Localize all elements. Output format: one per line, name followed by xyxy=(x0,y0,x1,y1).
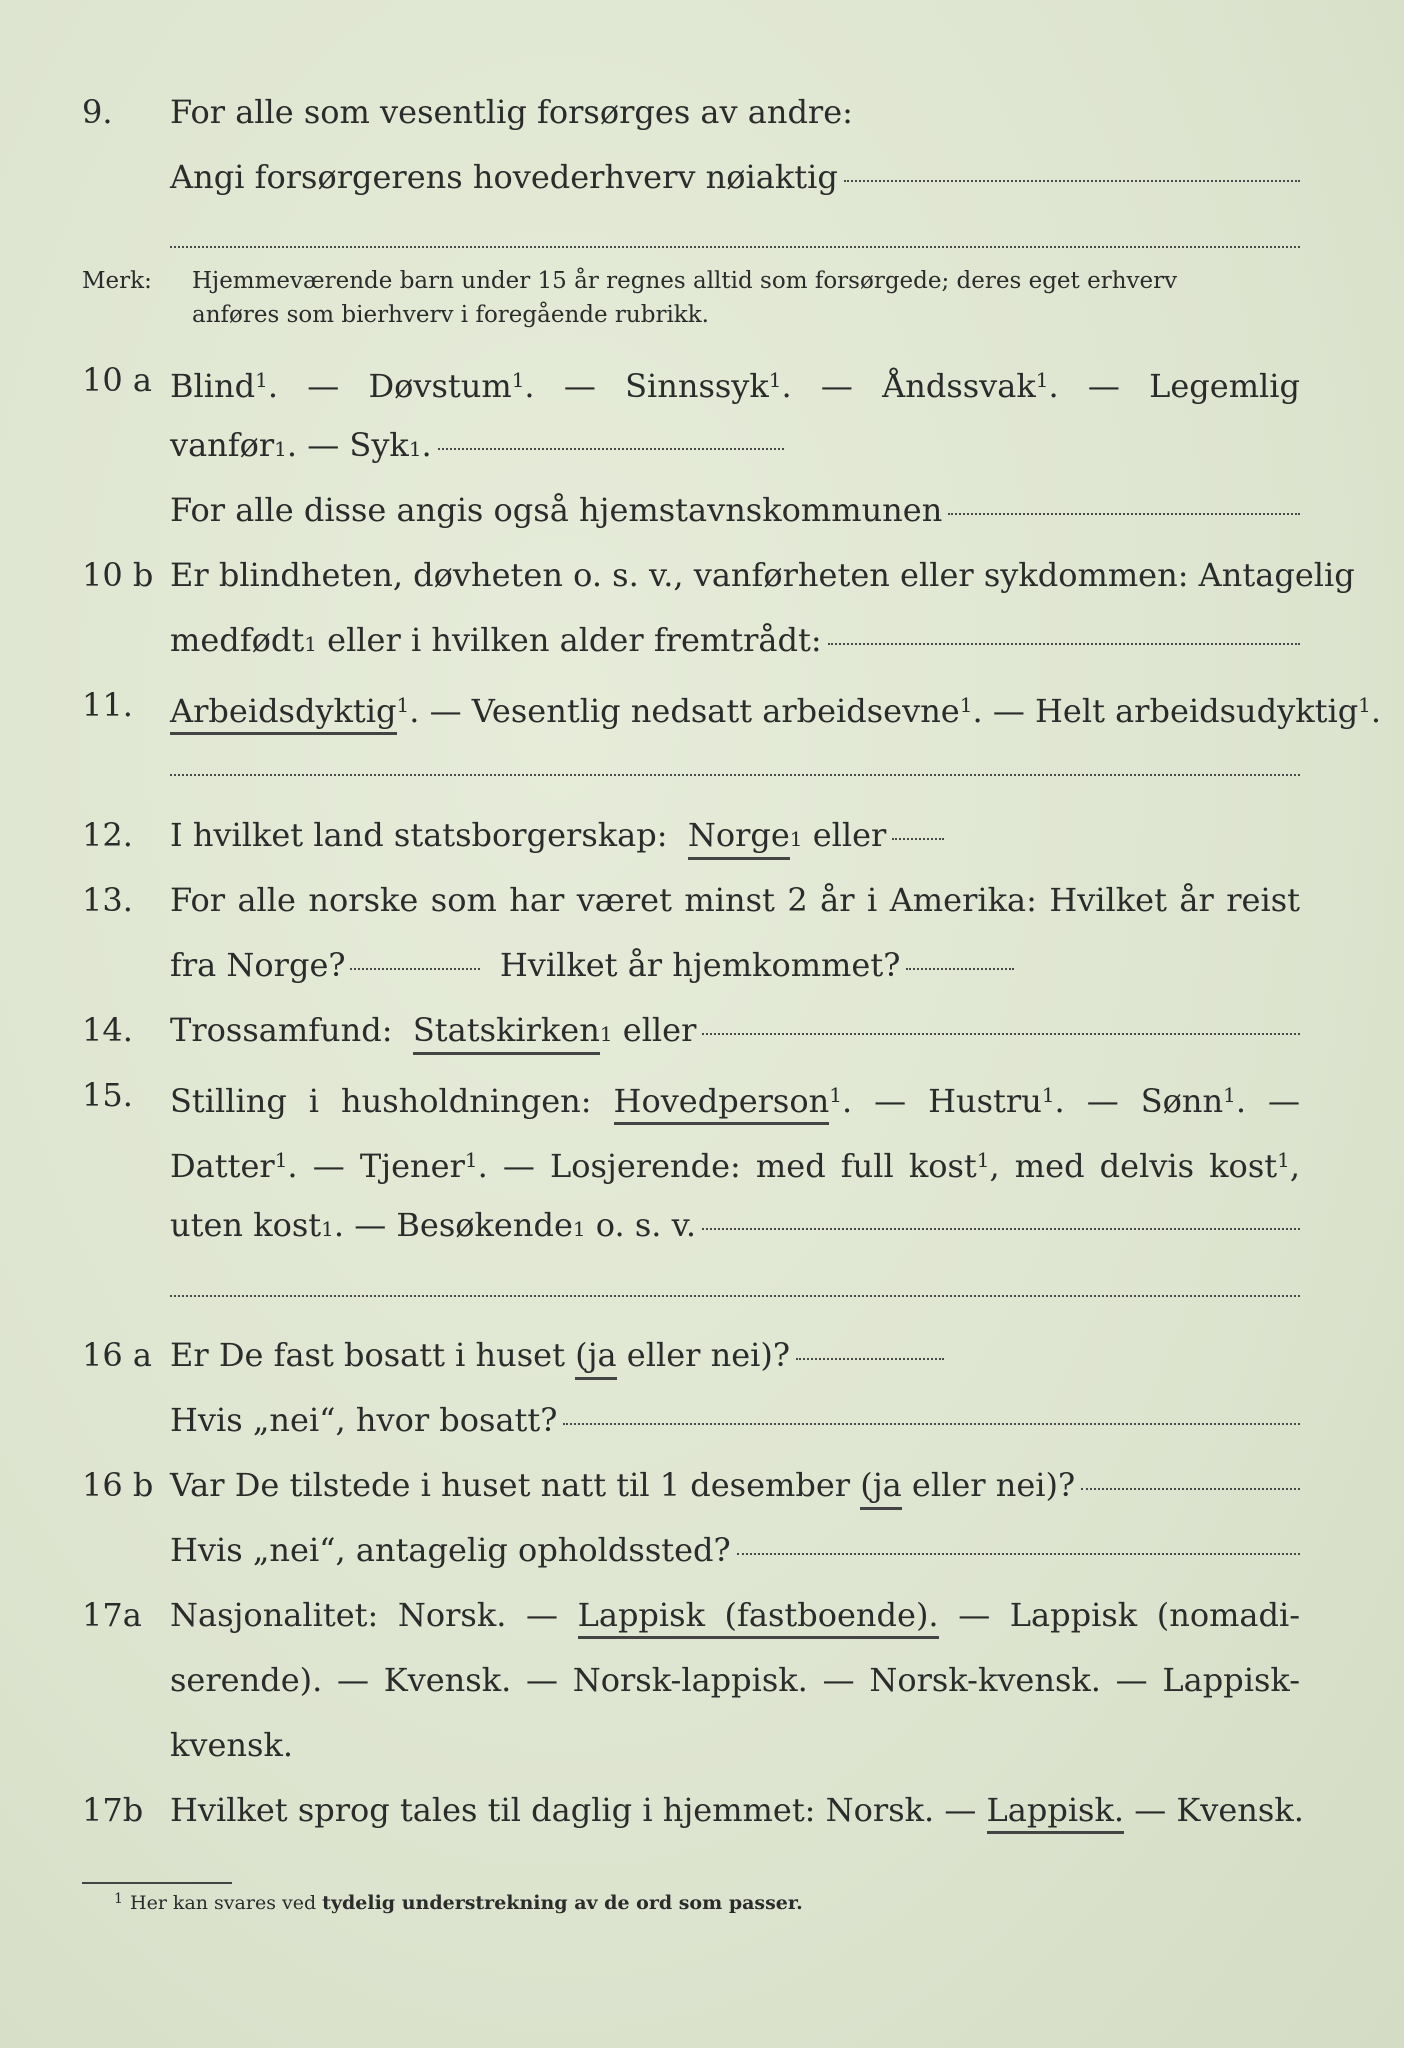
q17a-number: 17a xyxy=(82,1596,142,1634)
option-full-kost[interactable]: Losjerende: med full kost xyxy=(549,1147,977,1185)
option-arbeidsudyktig[interactable]: Helt arbeidsudyktig xyxy=(1034,692,1359,730)
footnote-emphasis: tydelig understrekning av de ord som passer. xyxy=(322,1892,803,1914)
option-norge-selected[interactable]: Norge xyxy=(688,815,790,860)
q10b-text: Er blindheten, døvheten o. s. v., vanførheten eller sykdommen: Antagelig xyxy=(170,556,1355,594)
q10a-number: 10 a xyxy=(82,361,152,399)
footnote-mark: 1 xyxy=(114,1891,123,1907)
option-medfodt[interactable]: medfødt xyxy=(170,621,305,659)
option-nedsatt-arbeidsevne[interactable]: Vesentlig nedsatt arbeidsevne xyxy=(471,692,960,730)
option-hovedperson-selected[interactable]: Hovedperson xyxy=(614,1082,830,1125)
census-form-page: 9. For alle som vesentlig forsørges av andre: Angi forsørgerens hovederhverv nøiaktig Merk: Hjemmeværende barn under 15 år regnes alltid som forsørgede; deres eget erhverv anføres som bierhverv i foregående rubrikk. 10 a Blind$^1$. — Døvstum$^1$. — Sinnssyk$^1$. — Åndssvak$^1$. — Legemlig vanfør 1 . — Syk 1 . For alle disse angis også hjemstavnskommunen 10 b Er blindheten, døvheten o. s. v., vanførheten eller sykdommen: Antagelig medfødt 1 eller i hvilken alder fremtrådt: 11. Arbeidsdyktig$^1$. — Vesentlig nedsatt arbeidsevne$^1$. — Helt arbeidsudyktig$^1$. 12. I hvilket land statsborgerskap: Norge 1 eller 13. For alle norske som har været minst 2 år i Amerika: Hvilket år reist fra Norge? Hvilket år hjemkommet? 14. Trossamfund: Statskirken 1 eller 15. Stilling i husholdningen: Hovedperson$^1$. — Hustru$^1$. — Sønn$^1$. — Datter$^1$. — Tjener$^1$. — Losjerende: med full kost$^1$, med delvis kost$^1$, uten kost 1 . — Besøkende 1 o. s. v. 16 a Er De fast bosatt i huset (ja eller nei)? Hvis „nei“, hvor bosatt? 16 b Var De tilstede i huset natt til 1 desember (ja eller nei)? Hvis „nei“, antagelig opholdssted? 17a Nasjonalitet: Norsk. — Lappisk (fastboende). — Lappisk (nomadi- serende). — Kvensk. — Norsk-lappisk. — Norsk-kvensk. — Lappisk- kvensk. 17b Hvilket sprog tales til daglig i hjemmet: Norsk. — Lappisk. — Kvensk. 1 Her kan svares ved tydelig understrekning av de ord som passer. xyxy=(0,0,1404,2048)
footnote-ref: 1 xyxy=(959,693,973,717)
q10a-line3-text: For alle disse angis også hjemstavnskommunen xyxy=(170,491,943,529)
answer-line[interactable] xyxy=(892,837,944,840)
option-lappisk-selected[interactable]: Lappisk. xyxy=(987,1791,1125,1834)
option-besokende[interactable]: Besøkende xyxy=(396,1206,573,1244)
q16a-number: 16 a xyxy=(82,1336,152,1374)
answer-line[interactable] xyxy=(702,1032,1300,1035)
merk-label: Merk: xyxy=(82,268,152,294)
option-sinnssyk[interactable]: Sinnssyk xyxy=(625,367,769,405)
footnote-ref: 1 xyxy=(408,437,422,461)
option-kvensk[interactable]: — Kvensk. xyxy=(1134,1791,1304,1829)
footnote-ref: 1 xyxy=(599,1022,613,1046)
footnote-ref: 1 xyxy=(1041,1083,1055,1107)
answer-line[interactable] xyxy=(350,968,480,970)
q13-number: 13. xyxy=(82,881,133,919)
answer-line[interactable] xyxy=(702,1227,1300,1230)
q17b-number: 17b xyxy=(82,1791,144,1829)
answer-line[interactable] xyxy=(1081,1487,1300,1490)
footnote-ref: 1 xyxy=(1035,368,1049,392)
q17a-line2-text: serende). — Kvensk. — Norsk-lappisk. — Norsk-kvensk. — Lappisk- xyxy=(170,1661,1300,1699)
footnote-ref: 1 xyxy=(396,693,410,717)
q17b-text: Hvilket sprog tales til daglig i hjemmet: Norsk. — xyxy=(170,1791,977,1829)
osv-label: o. s. v. xyxy=(595,1206,697,1244)
eller-label: eller xyxy=(812,816,887,854)
option-lappisk-nomadiserende[interactable]: — Lappisk (nomadi- xyxy=(958,1596,1301,1634)
q14-text: Trossamfund: xyxy=(170,1011,393,1049)
eller-label: eller xyxy=(622,1011,697,1049)
answer-line[interactable] xyxy=(170,1295,1300,1297)
option-legemlig[interactable]: Legemlig xyxy=(1149,367,1300,405)
q9-text: For alle som vesentlig forsørges av andre: xyxy=(170,93,853,131)
merk-line1: Hjemmeværende barn under 15 år regnes alltid som forsørgede; deres eget erhverv xyxy=(192,268,1178,294)
footnote-ref: 1 xyxy=(464,1148,478,1172)
footnote-ref: 1 xyxy=(304,632,317,656)
option-nei[interactable]: eller nei)? xyxy=(626,1336,791,1374)
q12-text: I hvilket land statsborgerskap: xyxy=(170,816,668,854)
q17a-line3-text: kvensk. xyxy=(170,1726,293,1764)
option-hustru[interactable]: Hustru xyxy=(928,1082,1042,1120)
q16a-line2-text: Hvis „nei“, hvor bosatt? xyxy=(170,1401,558,1439)
answer-line[interactable] xyxy=(796,1357,944,1360)
footnote-ref: 1 xyxy=(572,1217,586,1241)
footnote-ref: 1 xyxy=(1223,1083,1236,1107)
q17a-text: Nasjonalitet: Norsk. — xyxy=(170,1596,559,1634)
footnote-ref: 1 xyxy=(255,368,268,392)
option-andssvak[interactable]: Åndssvak xyxy=(882,367,1036,405)
q14-number: 14. xyxy=(82,1011,133,1049)
merk-line2: anføres som bierhverv i foregående rubrikk. xyxy=(192,302,709,328)
answer-line[interactable] xyxy=(438,447,784,450)
answer-line[interactable] xyxy=(948,512,1300,515)
footnote xyxy=(114,1890,803,1916)
option-lappisk-fastboende-selected[interactable]: Lappisk (fastboende). xyxy=(578,1596,939,1639)
q12-number: 12. xyxy=(82,816,133,854)
footnote-ref: 1 xyxy=(789,827,803,851)
option-dovstum[interactable]: Døvstum xyxy=(368,367,512,405)
option-ja-selected[interactable]: (ja xyxy=(575,1335,616,1380)
footnote-ref: 1 xyxy=(768,368,782,392)
q11-number: 11. xyxy=(82,686,133,724)
q10b-number: 10 b xyxy=(82,556,154,594)
q16a-text: Er De fast bosatt i huset xyxy=(170,1336,565,1374)
q9-number: 9. xyxy=(82,93,113,131)
q13-hjemkommet: Hvilket år hjemkommet? xyxy=(499,946,901,984)
answer-line[interactable] xyxy=(828,642,1300,645)
option-statskirken-selected[interactable]: Statskirken xyxy=(413,1010,600,1055)
footnote-ref: 1 xyxy=(511,368,525,392)
answer-line[interactable] xyxy=(844,179,1300,182)
q13-fra-norge: fra Norge? xyxy=(170,946,346,984)
option-uten-kost[interactable]: uten kost xyxy=(170,1206,322,1244)
answer-line[interactable] xyxy=(170,774,1300,776)
footnote-ref: 1 xyxy=(274,437,287,461)
footnote-ref: 1 xyxy=(274,1148,288,1172)
footnote-ref: 1 xyxy=(1358,693,1371,717)
answer-line[interactable] xyxy=(737,1552,1300,1555)
q16b-number: 16 b xyxy=(82,1466,154,1504)
option-arbeidsdyktig-selected[interactable]: Arbeidsdyktig xyxy=(170,692,397,735)
option-blind[interactable]: Blind xyxy=(170,367,256,405)
q10b-line2-text: eller i hvilken alder fremtrådt: xyxy=(327,621,822,659)
option-syk[interactable]: Syk xyxy=(349,426,409,464)
footnote-ref: 1 xyxy=(829,1083,842,1107)
footnote-ref: 1 xyxy=(321,1217,334,1241)
option-vanfor[interactable]: vanfør xyxy=(170,426,275,464)
footnote-rule xyxy=(82,1882,232,1884)
q15-number: 15. xyxy=(82,1076,133,1114)
q15-text: Stilling i husholdningen: xyxy=(170,1082,592,1120)
answer-line[interactable] xyxy=(170,246,1300,248)
option-datter[interactable]: Datter xyxy=(170,1147,275,1185)
footnote-ref: 1 xyxy=(1277,1148,1290,1172)
footnote-text: Her kan svares ved xyxy=(130,1892,317,1914)
option-delvis-kost[interactable]: med delvis kost xyxy=(1014,1147,1278,1185)
q16b-line2-text: Hvis „nei“, antagelig opholdssted? xyxy=(170,1531,731,1569)
option-nei[interactable]: eller nei)? xyxy=(911,1466,1076,1504)
answer-line[interactable] xyxy=(906,967,1014,970)
option-tjener[interactable]: Tjener xyxy=(359,1147,465,1185)
q13-text: For alle norske som har været minst 2 år i Amerika: Hvilket år reist xyxy=(170,881,1300,919)
option-sonn[interactable]: Sønn xyxy=(1140,1082,1224,1120)
q16b-text: Var De tilstede i huset natt til 1 desember xyxy=(170,1466,851,1504)
answer-line[interactable] xyxy=(563,1422,1300,1425)
footnote-ref: 1 xyxy=(976,1148,990,1172)
option-ja-selected[interactable]: (ja xyxy=(860,1465,901,1510)
q9-line2-text: Angi forsørgerens hovederhverv nøiaktig xyxy=(170,158,838,196)
